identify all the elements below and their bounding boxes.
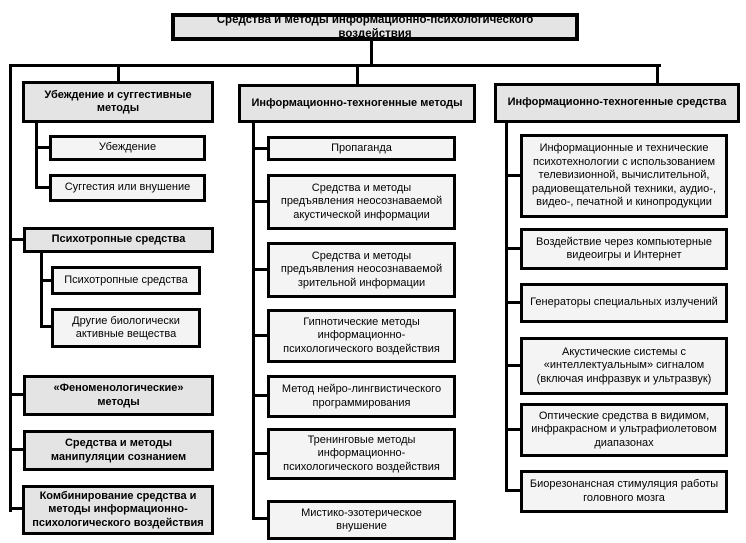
node-persuasion-suggestive-methods-header: Убеждение и суггестивные методы: [22, 81, 214, 123]
connector-stub-right-header: [656, 64, 659, 85]
connector-left-spine: [9, 64, 12, 512]
connector-top-horizontal: [9, 64, 661, 67]
node-acoustic-intelligent-signal-systems: Акустические системы с «интеллектуальным» сигналом (включая инфразвук и ультразвук): [520, 337, 728, 395]
connector-group1-spine: [35, 123, 38, 189]
node-infotech-methods-header: Информационно-техногенные методы: [238, 84, 476, 123]
node-consciousness-manipulation: Средства и методы манипуляции сознанием: [23, 430, 214, 471]
node-propaganda: Пропаганда: [267, 136, 456, 161]
node-psychotropic-means: Психотропные средства: [51, 266, 201, 295]
node-media-psychotechnologies: Информационные и технические психотехнологии с использованием телевизионной, вычислительной, радиовещательной техники, аудио-, видео-, печатной и кинопродукции: [520, 134, 728, 218]
node-infotech-means-header: Информационно-техногенные средства: [494, 83, 740, 123]
node-persuasion: Убеждение: [49, 135, 206, 161]
connector-stub-middle-header: [356, 64, 359, 86]
node-videogames-internet: Воздействие через компьютерные видеоигры и Интернет: [520, 228, 728, 270]
node-optical-means: Оптические средства в видимом, инфракрасном и ультрафиолетовом диапазонах: [520, 403, 728, 457]
node-bioactive-substances: Другие биологически активные вещества: [51, 308, 201, 348]
node-combined-means-methods: Комбинирование средства и методы информационно-психологического воздействия: [22, 485, 214, 535]
node-psychotropic-means-header: Психотропные средства: [23, 227, 214, 253]
node-subliminal-visual-information: Средства и методы предъявления неосознаваемой зрительной информации: [267, 242, 456, 298]
node-bioresonance-stimulation: Биорезонансная стимуляция работы головного мозга: [520, 470, 728, 513]
node-nlp-method: Метод нейро-лингвистического программирования: [267, 375, 456, 418]
node-phenomenological-methods: «Феноменологические» методы: [23, 375, 214, 416]
node-training-methods: Тренинговые методы информационно-психологического воздействия: [267, 428, 456, 480]
connector-group2-spine: [40, 253, 43, 328]
node-suggestion: Суггестия или внушение: [49, 174, 206, 202]
node-root: Средства и методы информационно-психологического воздействия: [171, 13, 579, 41]
node-mystic-esoteric-suggestion: Мистико-эзотерическое внушение: [267, 500, 456, 540]
node-hypnotic-methods: Гипнотические методы информационно-психологического воздействия: [267, 309, 456, 363]
connector-right-spine: [505, 123, 508, 492]
node-subliminal-acoustic-information: Средства и методы предъявления неосознаваемой акустической информации: [267, 174, 456, 230]
node-special-radiation-generators: Генераторы специальных излучений: [520, 283, 728, 323]
connector-middle-spine: [252, 123, 255, 520]
